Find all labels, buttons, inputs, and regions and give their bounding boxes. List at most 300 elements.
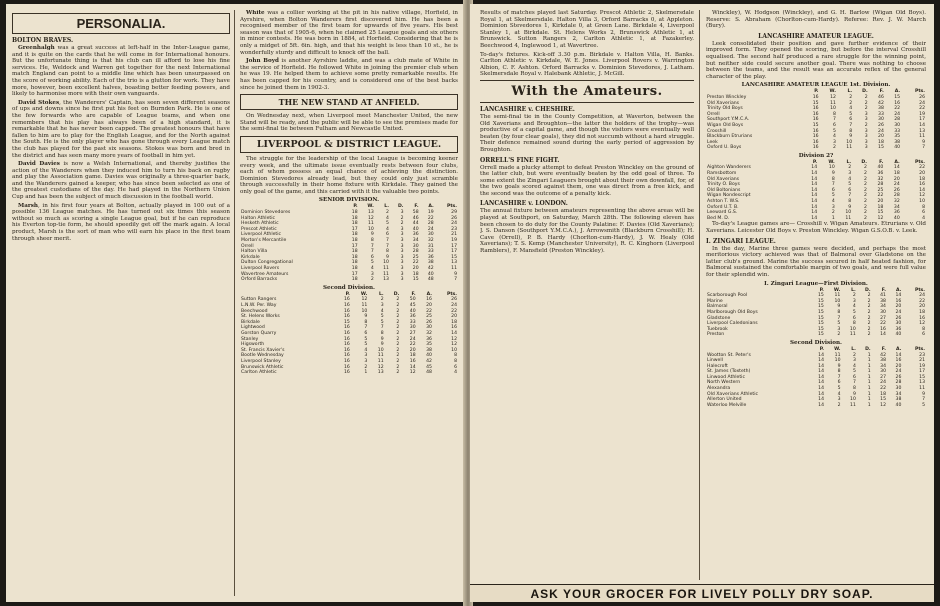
table-cell: St. James (Toxteth) xyxy=(707,369,751,375)
table-cell: 9 xyxy=(837,363,841,369)
table-cell: 3 xyxy=(833,139,836,145)
table-cell: 1 xyxy=(867,374,871,380)
table-cell: 11 xyxy=(361,302,368,308)
column-divider xyxy=(234,10,235,596)
table-cell: 2 xyxy=(864,182,867,188)
table-cell: 14 xyxy=(811,165,818,171)
left-column-2 xyxy=(240,10,458,596)
table-cell: 22 xyxy=(919,106,925,112)
table-cell: Linwell xyxy=(707,358,723,364)
table-cell: 23 xyxy=(451,226,457,232)
table-cell: 23 xyxy=(919,352,925,358)
paragraph-text: is now a Welsh International, and thereby justifies the action of the Wanderers when they induced him to turn his back on rugby and play the Association game. Davies was originally a three-quarter back, and the Wanderers gained a keeper, who has since been selected as one of the greatest custodians of the day. He had played in the Northern Union Cup and has been the subject of much discussion in the football world. xyxy=(12,161,230,201)
table-cell: 25 xyxy=(412,254,419,260)
table-cell: Orrell xyxy=(241,243,254,249)
table-cell: 3 xyxy=(364,353,368,359)
table-cell: 2 xyxy=(396,302,400,308)
table-row xyxy=(240,314,458,320)
table-cell: 3 xyxy=(400,271,404,277)
table-cell: 18 xyxy=(409,353,416,359)
table-cell: 8 xyxy=(454,353,457,359)
column-header: P. xyxy=(814,89,819,95)
table-cell: 15 xyxy=(812,100,819,106)
table-cell: 13 xyxy=(919,128,925,134)
table-cell: 18 xyxy=(893,171,900,177)
column-header: F. xyxy=(879,89,884,95)
table-cell: 17 xyxy=(451,249,457,255)
table-cell: 1 xyxy=(867,402,871,408)
rule xyxy=(480,102,694,103)
table-cell: 14 xyxy=(818,352,825,358)
table-cell: 50 xyxy=(409,297,416,303)
table-cell: 58 xyxy=(412,210,419,216)
table-cell: 2 xyxy=(396,308,400,314)
table-cell: 18 xyxy=(351,266,358,271)
column-header: A. xyxy=(428,204,434,210)
table-cell: 4 xyxy=(922,215,925,221)
table-cell: 10 xyxy=(919,199,925,205)
table-cell: 16 xyxy=(343,297,350,303)
column-header: L. xyxy=(851,346,856,352)
article-paragraph xyxy=(240,58,458,91)
table-cell: 33 xyxy=(894,128,901,134)
table-cell: 10 xyxy=(849,326,856,332)
table-cell: 12 xyxy=(377,364,384,370)
column-header: F. xyxy=(414,204,419,210)
table-cell: 7 xyxy=(837,374,841,380)
table-cell: 6 xyxy=(837,380,841,386)
table-cell: 4 xyxy=(848,176,852,182)
table-cell: 36 xyxy=(427,254,434,260)
player-name: John Boyd xyxy=(246,58,279,65)
table-cell: 40 xyxy=(409,308,416,314)
table-cell: 15 xyxy=(817,309,824,315)
table-cell: 45 xyxy=(426,364,432,370)
column-header: L. xyxy=(384,204,389,210)
table-cell: 2 xyxy=(837,402,841,408)
table-cell: 29 xyxy=(451,210,457,216)
column-header: P. xyxy=(819,346,825,352)
table-cell: 8 xyxy=(831,176,835,182)
article-paragraph xyxy=(12,45,230,98)
table-cell: 20 xyxy=(919,171,925,177)
table-cell: 16 xyxy=(343,364,350,370)
table-cell: 8 xyxy=(454,358,457,364)
column-header: F. xyxy=(881,346,887,352)
table-cell: 21 xyxy=(919,358,925,364)
table-cell: 4 xyxy=(454,370,457,376)
table-cell: 33 xyxy=(878,111,884,117)
eleven-continued-text: Winckley), W. Hodgson (Winckley), and G. H. Barlow (Wigan Old Boys). Reserve: S. Abraham (Chorlton-cum-Hardy). Referee: Rev. J. W. March (Bury). xyxy=(706,10,926,30)
lancs-london-text: The annual fixture between amateurs representing the above areas will be played at Southport, on Saturday, March 28th. The following eleven has been chosen to do duty for the County Palatine: F. Davies (Old Xaverians); J. S. Danson (Southport Y.M.C.A.), J. Arrowsmith (Blackburn Crosshill); H. Cave (Orrell), P. B. Hardy (Chorlton-cum-Hardy), J. W. Healy (Old Xaverians); T. S. Kemp (Manchester University), R. C. Kinghorn (Liverpool Ramblers), F. Mansfield (Preston Winckley). xyxy=(480,208,694,255)
table-cell: 3 xyxy=(837,397,841,403)
table-cell: 25 xyxy=(877,187,884,193)
table-cell: 15 xyxy=(817,326,824,332)
table-cell: 24 xyxy=(878,128,884,134)
article-paragraph xyxy=(12,203,230,243)
table-cell: 3 xyxy=(400,232,404,238)
table-cell: 2 xyxy=(849,100,853,106)
table-cell: 14 xyxy=(811,182,818,188)
table-cell: 14 xyxy=(893,165,900,171)
table-cell: 5 xyxy=(922,402,925,408)
table-row xyxy=(240,359,458,365)
table-cell: 11 xyxy=(846,145,853,151)
left-column-1 xyxy=(12,10,230,596)
table-cell: 24 xyxy=(451,302,457,308)
table-cell: Blackburn Etrurians xyxy=(707,134,753,140)
table-cell: 16 xyxy=(812,139,819,145)
table-cell: 3 xyxy=(864,145,868,151)
table-cell: 26 xyxy=(426,319,432,325)
table-cell: 40 xyxy=(894,145,901,151)
table-cell: 13 xyxy=(451,260,457,266)
table-cell: 1 xyxy=(867,391,871,397)
column-header: W. xyxy=(367,204,374,210)
table-cell: St. Helens Works xyxy=(241,314,280,320)
table-cell: 16 xyxy=(343,353,350,359)
table-cell: 20 xyxy=(895,304,902,310)
table-cell: 32 xyxy=(893,199,900,205)
bolton-braves-heading: BOLTON BRAVES. xyxy=(12,37,74,44)
table-cell: Allerton United xyxy=(707,397,742,403)
table-cell: 16 xyxy=(880,326,886,332)
table-cell: Higsworth xyxy=(241,342,265,348)
table-cell: 2 xyxy=(380,297,384,303)
table-cell: 15 xyxy=(919,374,925,380)
table-cell: 4 xyxy=(370,266,374,271)
results-text: Results of matches played last Saturday. Prescot Athletic 2, Skelmersdale Royal 1, at Skelmersdale. Halton Villa 3, Orford Barracks 0, at Appleton. Dominion Stevedores 1, Kirkdale 0, at Green Lane. Birkdale 4, Liverpool Stanley 1, at Birkdale. St. Helens Works 2, Brunswick Athletic 1, at Brunswick. Sutton Rangers 2, Carlton Athletic 1, at Fazakerley. Beechwood 4, Inglewood 1, at Wavertree. xyxy=(480,10,694,49)
table-cell: 2 xyxy=(396,370,400,376)
table-cell: 3 xyxy=(400,266,404,271)
table-cell: 14 xyxy=(919,122,925,128)
table-cell: 16 xyxy=(343,347,350,353)
table-cell: 24 xyxy=(451,221,457,227)
table-cell: 9 xyxy=(364,314,368,320)
table-cell: 20 xyxy=(878,134,884,140)
table-cell: 10 xyxy=(834,298,841,304)
table-cell: 22 xyxy=(880,321,886,327)
table-cell: 2 xyxy=(849,94,853,100)
table-cell: 28 xyxy=(894,117,901,123)
column-header: A. xyxy=(426,291,432,297)
table-cell: 9 xyxy=(922,139,925,145)
table-cell: 14 xyxy=(811,171,818,177)
table-cell: 33 xyxy=(409,319,416,325)
table-cell: 30 xyxy=(895,386,902,392)
table-cell: Preston Winckley xyxy=(707,94,747,100)
table-cell: 32 xyxy=(426,330,432,336)
table-cell: Waterloo Melville xyxy=(707,402,747,408)
table-cell: Trinity Old Boys xyxy=(707,106,743,112)
table-cell: 28 xyxy=(893,193,900,199)
table-cell: 7 xyxy=(848,193,852,199)
table-cell: 22 xyxy=(426,308,432,314)
table-cell: 11 xyxy=(383,266,389,271)
table-cell: 1 xyxy=(867,358,871,364)
column-header: D. xyxy=(861,159,867,165)
zingari-text: In the day, Marine three games were decided, and perhaps the most meritorious victory achieved was that of Balmoral over Gladstone on the latter club's ground. Marine the success secured in half heated fashion, for Balmoral sustained the comfortable margin of two goals, and were full value for their splendid win. xyxy=(706,245,926,278)
table-cell: 14 xyxy=(880,332,886,338)
table-cell: 2 xyxy=(852,293,856,299)
table-cell: 2 xyxy=(396,347,400,353)
table-cell: 38 xyxy=(426,347,432,353)
table-cell: 6 xyxy=(386,232,389,238)
lancs-london-heading: LANCASHIRE v. LONDON. xyxy=(480,200,568,208)
table-cell: 4 xyxy=(364,347,368,353)
table-cell: 9 xyxy=(386,254,389,260)
table-cell: 34 xyxy=(880,304,886,310)
table-cell: 10 xyxy=(830,106,836,112)
table-cell: 5 xyxy=(848,182,852,188)
table-cell: 7 xyxy=(922,397,925,403)
player-paragraphs xyxy=(240,10,458,91)
column-header: L. xyxy=(851,287,856,293)
table-cell: 8 xyxy=(837,369,841,375)
table-cell: 17 xyxy=(919,117,925,123)
table-cell: Ramsbottom xyxy=(707,171,737,177)
table-cell: 9 xyxy=(380,336,384,342)
table-cell: 16 xyxy=(812,106,819,112)
table-cell: 2 xyxy=(864,193,867,199)
table-cell: 2 xyxy=(867,332,871,338)
table-cell: 18 xyxy=(351,254,358,260)
table-cell: 5 xyxy=(833,128,836,134)
table-cell: 16 xyxy=(812,145,819,151)
table-cell: 14 xyxy=(811,210,818,216)
table-cell: 16 xyxy=(343,336,350,342)
table-cell: 2 xyxy=(864,94,868,100)
column-header: W. xyxy=(829,89,836,95)
table-cell: 1 xyxy=(867,397,871,403)
table-cell: 14 xyxy=(811,215,818,221)
table-cell: 2 xyxy=(867,315,871,321)
table-cell: 9 xyxy=(831,171,835,177)
paragraph-text: , in his first four years at Bolton, actually played in 100 out of a possible 136 League matches. He has turned out six times this season without so much as scoring a single League goal, but if he can reproduce his Everton top-tie form, he should speedily get off the mark again. A local product, Marsh is the sort of man who will earn his place in the first team through sheer merit. xyxy=(12,202,230,242)
table-cell: 9 xyxy=(922,391,925,397)
table-cell: 20 xyxy=(426,302,432,308)
table-cell: 8 xyxy=(386,249,389,255)
table-cell: 7 xyxy=(370,243,374,249)
table-cell: Old Xaverians xyxy=(707,100,740,106)
table-cell: 11 xyxy=(850,402,856,408)
table-cell: 30 xyxy=(878,117,884,123)
table-cell: 4 xyxy=(386,215,389,221)
table-row xyxy=(240,331,458,337)
table-cell: 3 xyxy=(400,277,404,283)
table-cell: 3 xyxy=(400,243,404,249)
table-cell: Oxford U.T. B. xyxy=(707,204,739,210)
table-cell: 18 xyxy=(877,204,884,210)
orrell-text: Orrell made a plucky attempt to defeat Preston Winckley on the ground of the latter club, but were eventually beaten by the odd goal of three. To some extent the Zingari Leaguers brought about their own downfall, for, of the two goals scored against them, one was direct from a free kick, and the second was the outcome of a penalty kick. xyxy=(480,164,694,197)
table-cell: 7 xyxy=(852,380,856,386)
table-cell: 2 xyxy=(864,100,868,106)
table-cell: 24 xyxy=(894,111,901,117)
table-cell: 20 xyxy=(877,199,884,205)
table-cell: 24 xyxy=(880,380,887,386)
column-header: F. xyxy=(411,291,416,297)
table-row xyxy=(240,277,458,283)
table-cell: 6 xyxy=(852,315,856,321)
table-cell: 30 xyxy=(894,122,901,128)
table-cell: 16 xyxy=(812,94,819,100)
table-cell: 2 xyxy=(867,298,871,304)
column-header: P. xyxy=(345,291,350,297)
table-row xyxy=(706,403,926,409)
table-cell: 1 xyxy=(867,386,871,392)
table-cell: 3 xyxy=(400,238,404,244)
lal-heading: LANCASHIRE AMATEUR LEAGUE. xyxy=(758,32,874,40)
table-row xyxy=(240,303,458,309)
table-cell: 18 xyxy=(878,139,884,145)
table-cell: 15 xyxy=(817,332,824,338)
table-cell: 22 xyxy=(880,386,887,392)
table-cell: 9 xyxy=(849,134,853,140)
zingari-second-division-caption: Second Division. xyxy=(789,339,843,346)
table-cell: 2 xyxy=(396,319,400,325)
table-cell: 7 xyxy=(849,122,853,128)
table-cell: Orford Barracks xyxy=(241,277,278,283)
table-cell: 12 xyxy=(880,402,887,408)
personalia-heading: PERSONALIA. xyxy=(12,13,230,34)
table-cell: 7 xyxy=(370,249,374,255)
table-cell: 31 xyxy=(427,243,434,249)
table-cell: 7 xyxy=(380,325,384,331)
table-cell: 14 xyxy=(818,358,825,364)
table-cell: 3 xyxy=(370,271,374,277)
table-cell: 7 xyxy=(837,315,841,321)
right-column-2 xyxy=(706,10,926,580)
table-cell: 5 xyxy=(849,111,853,117)
table-cell: 2 xyxy=(867,321,871,327)
table-cell: 20 xyxy=(919,304,925,310)
table-cell: 5 xyxy=(364,336,368,342)
table-cell: 42 xyxy=(880,352,887,358)
table-cell: 14 xyxy=(818,369,825,375)
player-name: Marsh xyxy=(18,202,38,209)
table-cell: 4 xyxy=(833,134,836,140)
table-cell: 2 xyxy=(867,326,871,332)
table-cell: 32 xyxy=(427,238,434,244)
table-cell: 5 xyxy=(380,314,384,320)
table-cell: Hesketh Athletic xyxy=(241,221,279,227)
table-cell: Lightwood xyxy=(241,325,265,331)
column-header: D. xyxy=(397,204,404,210)
table-cell: 3 xyxy=(400,260,404,266)
table-cell: Bootle Wednesday xyxy=(241,353,284,359)
table-cell: 34 xyxy=(893,204,900,210)
column-header: F. xyxy=(881,287,886,293)
table-cell: 14 xyxy=(895,293,902,299)
table-cell: 18 xyxy=(919,309,925,315)
table-cell: 19 xyxy=(919,363,925,369)
table-cell: Dominion Stevedores xyxy=(241,210,291,216)
table-cell: Aighton Wanderers xyxy=(707,165,751,171)
table-cell: 14 xyxy=(919,187,925,193)
table-cell: 12 xyxy=(409,370,416,376)
table-cell: Carlton Athletic xyxy=(241,370,277,376)
lancs-cheshire-heading: LANCASHIRE v. CHESHIRE. xyxy=(480,105,575,113)
table-cell: 7 xyxy=(922,145,925,151)
table-cell: 24 xyxy=(919,100,925,106)
table-cell: 16 xyxy=(343,370,350,376)
column-header: W. xyxy=(834,346,841,352)
table-cell: 2 xyxy=(396,325,400,331)
table-cell: 2 xyxy=(370,277,374,283)
table-cell: 24 xyxy=(895,369,902,375)
table-cell: 14 xyxy=(818,402,825,408)
column-header: D. xyxy=(862,89,868,95)
table-cell: 11 xyxy=(919,134,925,140)
column-header: F. xyxy=(879,159,884,165)
column-header: Pts. xyxy=(914,89,925,95)
table-cell: 2 xyxy=(867,293,871,299)
personalia-paragraphs xyxy=(12,45,230,242)
table-cell: 6 xyxy=(370,254,374,260)
second-division-caption: Second Division. xyxy=(322,284,376,291)
table-cell: 4 xyxy=(852,363,856,369)
table-cell: 4 xyxy=(849,106,853,112)
table-cell: 16 xyxy=(426,297,432,303)
column-header: W. xyxy=(828,159,835,165)
table-row xyxy=(706,199,926,205)
table-cell: 10 xyxy=(845,210,852,216)
table-cell: 16 xyxy=(343,302,350,308)
table-cell: Ashton T. W.S. xyxy=(707,199,740,205)
zingari-heading: I. ZINGARI LEAGUE. xyxy=(706,237,776,245)
table-cell: 19 xyxy=(451,238,457,244)
table-cell: 41 xyxy=(880,293,886,299)
table-cell: 8 xyxy=(837,309,841,315)
column-header: W. xyxy=(360,291,368,297)
table-cell: 11 xyxy=(849,332,856,338)
table-cell: 32 xyxy=(877,176,884,182)
table-cell: 18 xyxy=(880,391,887,397)
table-cell: 3 xyxy=(864,128,868,134)
table-cell: 9 xyxy=(852,391,856,397)
table-cell: 16 xyxy=(895,298,902,304)
table-cell: 16 xyxy=(343,342,350,348)
table-cell: 18 xyxy=(351,215,358,221)
table-cell: 6 xyxy=(922,332,925,338)
table-cell: 16 xyxy=(451,325,457,331)
table-cell: 3 xyxy=(400,249,404,255)
table-cell: Crosshill xyxy=(707,128,727,134)
rule xyxy=(480,80,694,81)
column-header: A. xyxy=(895,346,902,352)
table-cell: 16 xyxy=(343,325,350,331)
table-cell: 48 xyxy=(426,370,432,376)
table-cell: 18 xyxy=(451,319,457,325)
table-cell: 3 xyxy=(380,302,384,308)
column-header: Pts. xyxy=(446,291,457,297)
table-cell: 2 xyxy=(400,215,404,221)
table-cell: 27 xyxy=(409,330,416,336)
table-cell: 48 xyxy=(427,277,434,283)
table-cell: 1 xyxy=(867,380,871,386)
table-cell: 35 xyxy=(894,134,901,140)
table-cell: 36 xyxy=(412,232,419,238)
table-cell: 16 xyxy=(343,358,350,364)
table-cell: 2 xyxy=(864,176,867,182)
table-cell: 2 xyxy=(833,145,836,151)
table-cell: 15 xyxy=(817,293,824,299)
table-cell: Leek xyxy=(707,139,718,145)
table-cell: 44 xyxy=(412,221,419,227)
table-cell: Linwood Athletic xyxy=(707,374,745,380)
paragraph-text: was a great success at left-half in the Inter-League game, and it is quite on the cards that he will come in for International honours. But the unfortunate thing is that his club can ill afford to lose his fine services. He, Weldock and Warren get together for the next International match England can point to a middle line which has been unsurpassed on the score of working ability. Each of the trio is a glutton for work. They have more, however, been excellent halves, boasting better feeding powers, and likely to harmonise more with their own vanguards. xyxy=(12,45,230,98)
table-cell: 4 xyxy=(831,199,835,205)
